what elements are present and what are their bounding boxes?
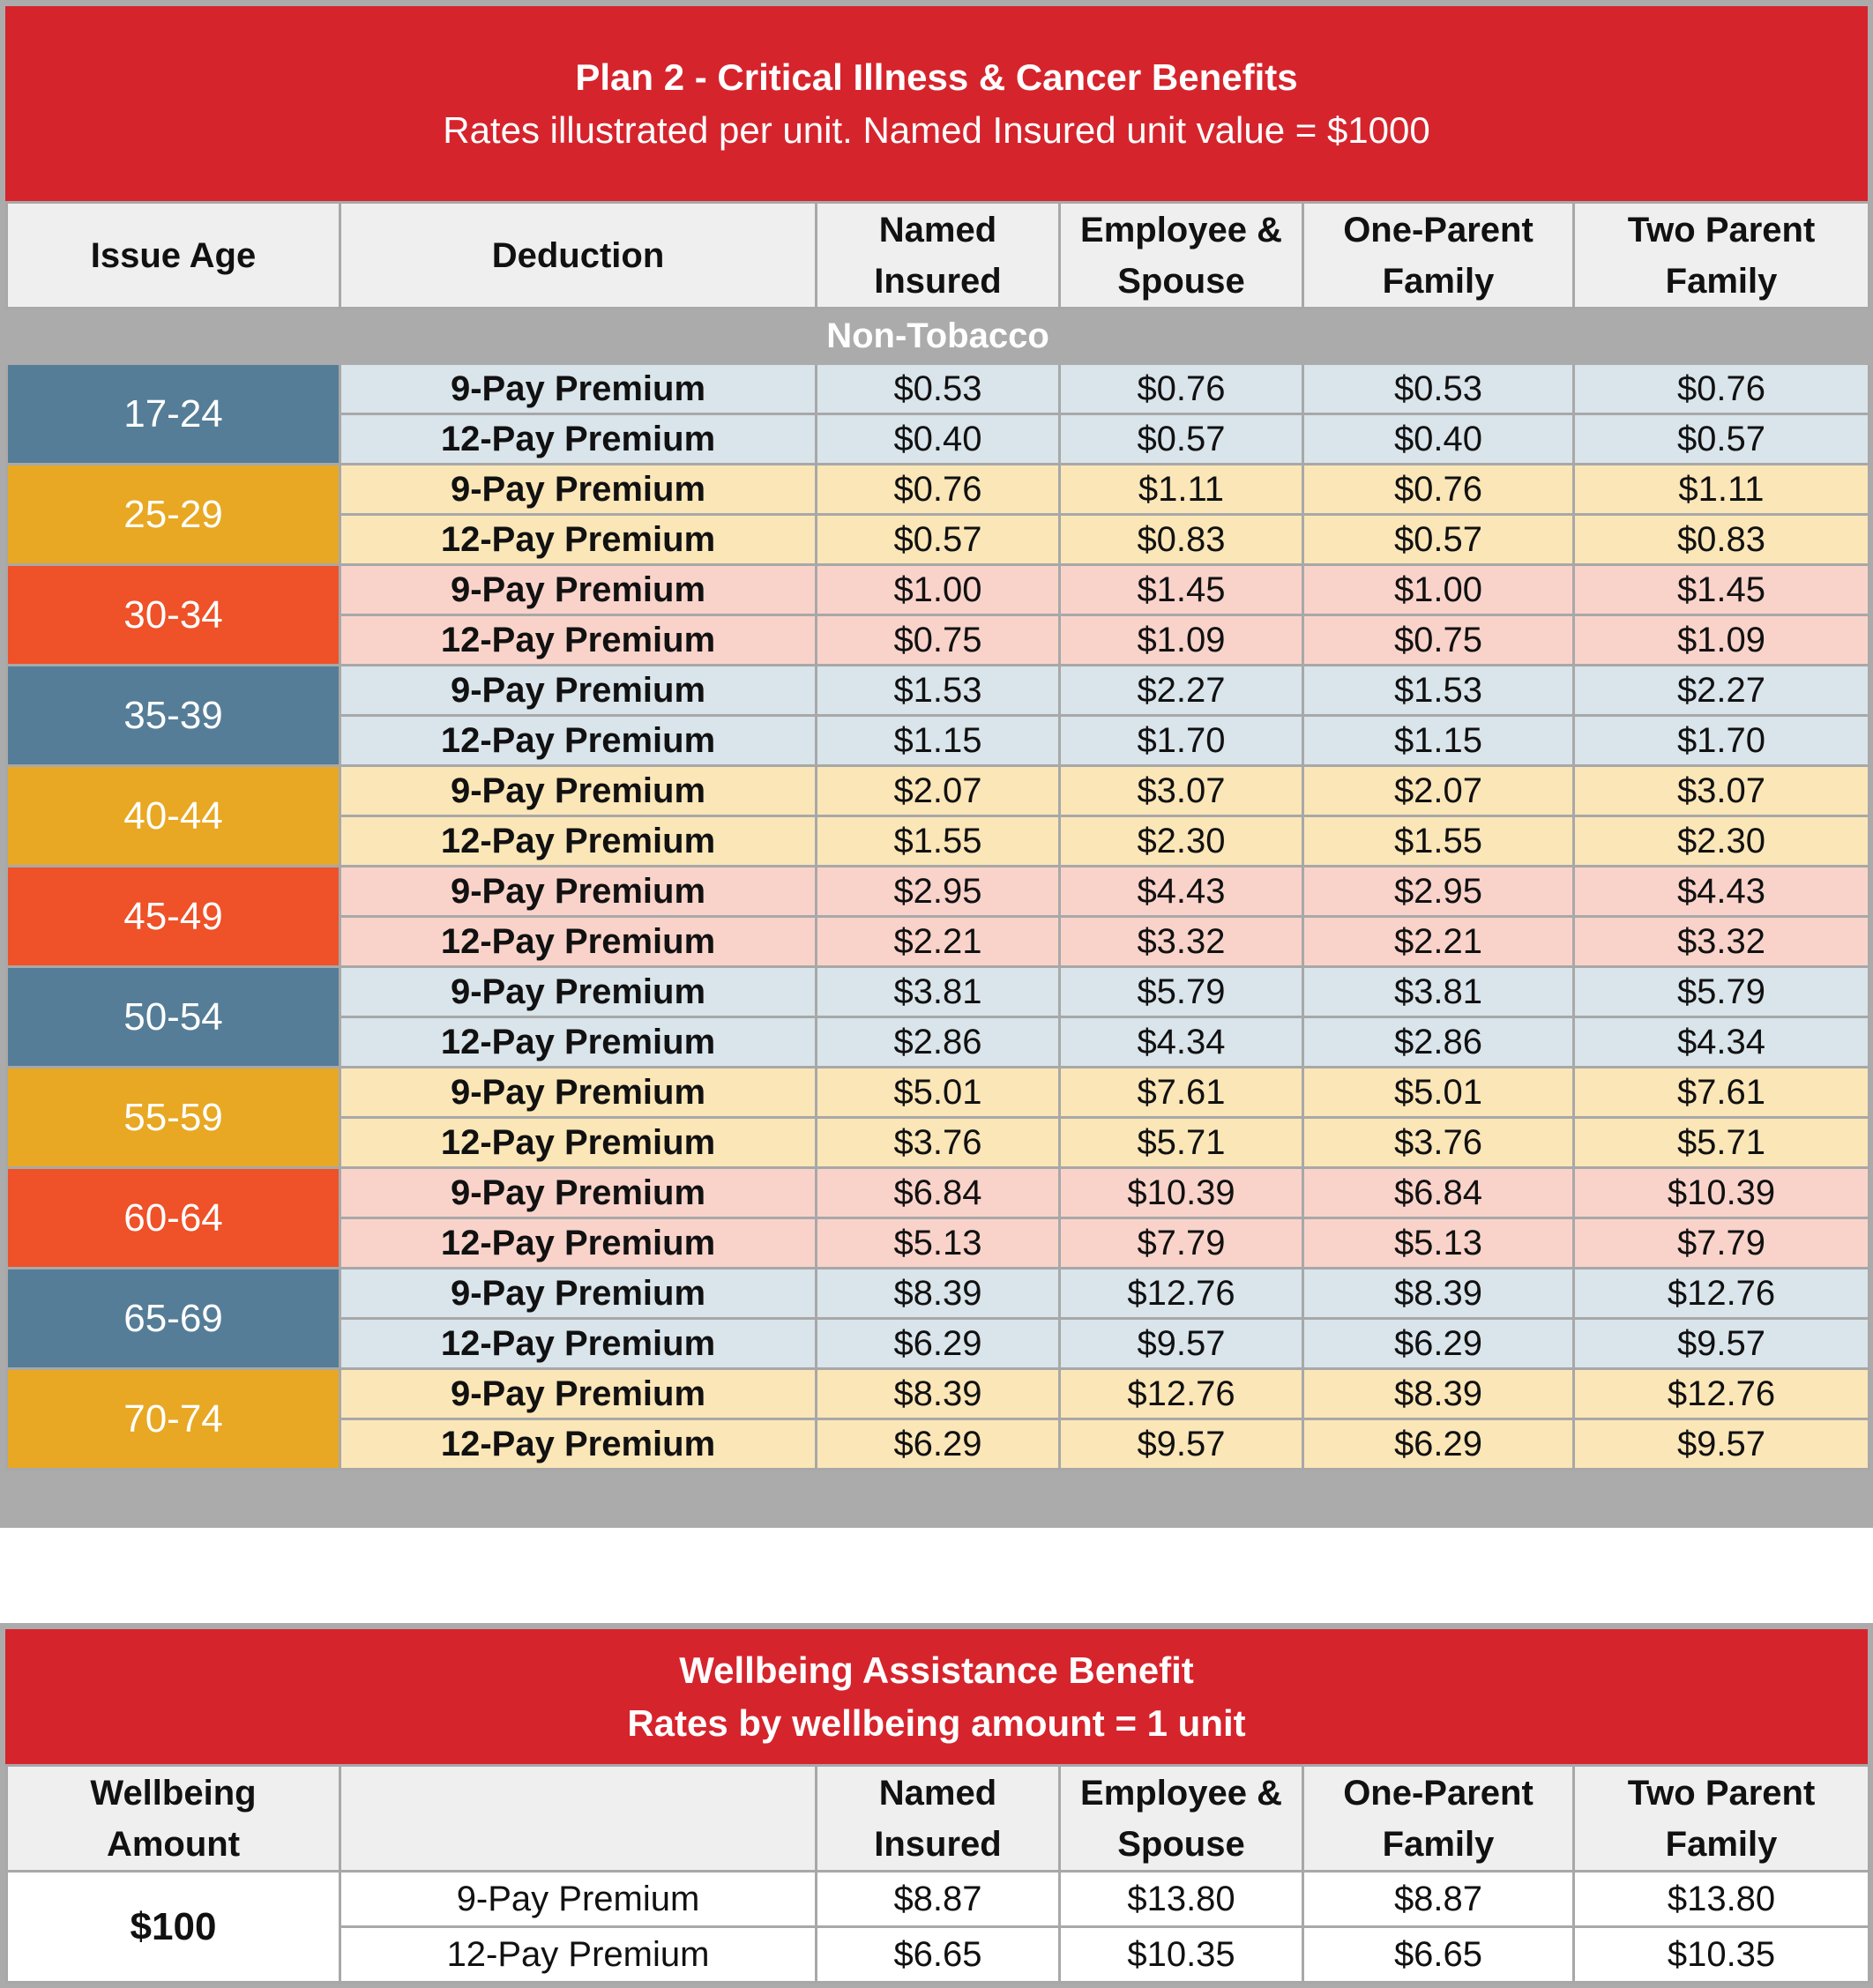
rate-cell: $6.84 xyxy=(1303,1168,1574,1218)
table-row xyxy=(7,867,1869,917)
rate-cell: $0.76 xyxy=(1303,465,1574,515)
rate-cell: $1.70 xyxy=(1574,716,1869,766)
rate-cell: $0.76 xyxy=(1574,364,1869,414)
issue-age-cell: 30-34 xyxy=(7,565,340,666)
table-row xyxy=(7,1872,1869,1927)
deduction-cell: 9-Pay Premium xyxy=(340,666,817,716)
rate-cell: $2.95 xyxy=(1303,867,1574,917)
rate-cell: $8.87 xyxy=(817,1872,1060,1927)
table-row xyxy=(7,1168,1869,1218)
rate-cell: $0.75 xyxy=(1303,615,1574,666)
table-row xyxy=(7,967,1869,1017)
section-label-non-tobacco: Non-Tobacco xyxy=(7,309,1869,364)
rate-cell: $4.34 xyxy=(1574,1017,1869,1068)
rate-cell: $12.76 xyxy=(1060,1269,1303,1319)
rate-cell: $2.21 xyxy=(817,917,1060,967)
issue-age-cell: 65-69 xyxy=(7,1269,340,1369)
rate-cell: $5.71 xyxy=(1574,1118,1869,1168)
deduction-cell: 9-Pay Premium xyxy=(340,967,817,1017)
table-row xyxy=(7,1369,1869,1419)
header-blank xyxy=(340,1766,817,1872)
header-employee-spouse: Employee & Spouse xyxy=(1060,1766,1303,1872)
issue-age-cell: 55-59 xyxy=(7,1068,340,1168)
wellbeing-rate-table xyxy=(0,1623,1873,1988)
rate-cell: $6.29 xyxy=(1303,1419,1574,1470)
rate-cell: $0.76 xyxy=(817,465,1060,515)
issue-age-cell: 25-29 xyxy=(7,465,340,565)
rate-cell: $5.01 xyxy=(817,1068,1060,1118)
issue-age-cell: 35-39 xyxy=(7,666,340,766)
rate-cell: $5.71 xyxy=(1060,1118,1303,1168)
header-one-parent-family: One-Parent Family xyxy=(1303,1766,1574,1872)
issue-age-cell: 70-74 xyxy=(7,1369,340,1470)
deduction-cell: 9-Pay Premium xyxy=(340,1269,817,1319)
issue-age-cell: 17-24 xyxy=(7,364,340,465)
rate-cell: $1.00 xyxy=(1303,565,1574,615)
rate-cell: $10.39 xyxy=(1574,1168,1869,1218)
rate-cell: $7.61 xyxy=(1574,1068,1869,1118)
table-row xyxy=(7,565,1869,615)
deduction-cell: 9-Pay Premium xyxy=(340,1872,817,1927)
rate-cell: $2.95 xyxy=(817,867,1060,917)
wellbeing-table xyxy=(5,1764,1870,1984)
header-issue-age: Issue Age xyxy=(7,203,340,309)
rate-cell: $1.45 xyxy=(1574,565,1869,615)
rate-cell: $0.83 xyxy=(1574,515,1869,565)
rate-cell: $3.32 xyxy=(1060,917,1303,967)
deduction-cell: 12-Pay Premium xyxy=(340,1017,817,1068)
rate-cell: $0.53 xyxy=(1303,364,1574,414)
rate-cell: $5.79 xyxy=(1060,967,1303,1017)
rate-cell: $2.86 xyxy=(1303,1017,1574,1068)
rate-cell: $2.86 xyxy=(817,1017,1060,1068)
rate-cell: $1.55 xyxy=(1303,816,1574,867)
issue-age-cell: 40-44 xyxy=(7,766,340,867)
issue-age-cell: 50-54 xyxy=(7,967,340,1068)
rate-cell: $1.09 xyxy=(1574,615,1869,666)
wellbeing-title: Wellbeing Assistance Benefit xyxy=(679,1649,1194,1691)
rate-cell: $6.65 xyxy=(1303,1927,1574,1983)
rate-cell: $0.40 xyxy=(817,414,1060,465)
deduction-cell: 9-Pay Premium xyxy=(340,364,817,414)
rate-cell: $1.45 xyxy=(1060,565,1303,615)
rate-cell: $9.57 xyxy=(1574,1419,1869,1470)
rate-cell: $2.27 xyxy=(1574,666,1869,716)
plan-banner xyxy=(5,0,1868,201)
wellbeing-amount-cell: $100 xyxy=(7,1872,340,1983)
rate-cell: $1.09 xyxy=(1060,615,1303,666)
rate-cell: $3.32 xyxy=(1574,917,1869,967)
plan-subtitle: Rates illustrated per unit. Named Insured unit value = $1000 xyxy=(443,108,1430,151)
deduction-cell: 12-Pay Premium xyxy=(340,716,817,766)
rate-cell: $8.39 xyxy=(1303,1369,1574,1419)
deduction-cell: 9-Pay Premium xyxy=(340,1369,817,1419)
rate-cell: $4.34 xyxy=(1060,1017,1303,1068)
plan-table xyxy=(5,201,1870,1471)
header-named-insured: Named Insured xyxy=(817,203,1060,309)
rate-cell: $1.55 xyxy=(817,816,1060,867)
deduction-cell: 12-Pay Premium xyxy=(340,1927,817,1983)
rate-cell: $10.35 xyxy=(1060,1927,1303,1983)
deduction-cell: 9-Pay Premium xyxy=(340,766,817,816)
rate-cell: $1.15 xyxy=(817,716,1060,766)
plan-title: Plan 2 - Critical Illness & Cancer Benefits xyxy=(575,56,1298,98)
rate-cell: $3.76 xyxy=(817,1118,1060,1168)
deduction-cell: 9-Pay Premium xyxy=(340,1168,817,1218)
deduction-cell: 9-Pay Premium xyxy=(340,465,817,515)
rate-cell: $13.80 xyxy=(1574,1872,1869,1927)
rate-cell: $8.39 xyxy=(817,1269,1060,1319)
rate-cell: $2.07 xyxy=(1303,766,1574,816)
rate-cell: $2.21 xyxy=(1303,917,1574,967)
deduction-cell: 12-Pay Premium xyxy=(340,1419,817,1470)
rate-cell: $5.13 xyxy=(817,1218,1060,1269)
rate-cell: $12.76 xyxy=(1060,1369,1303,1419)
rate-cell: $0.57 xyxy=(1060,414,1303,465)
rate-cell: $10.39 xyxy=(1060,1168,1303,1218)
deduction-cell: 9-Pay Premium xyxy=(340,867,817,917)
rate-cell: $3.81 xyxy=(817,967,1060,1017)
rate-cell: $1.70 xyxy=(1060,716,1303,766)
deduction-cell: 12-Pay Premium xyxy=(340,917,817,967)
issue-age-cell: 60-64 xyxy=(7,1168,340,1269)
table-row xyxy=(7,364,1869,414)
rate-cell: $9.57 xyxy=(1060,1419,1303,1470)
table-row xyxy=(7,1269,1869,1319)
issue-age-cell: 45-49 xyxy=(7,867,340,967)
rate-cell: $3.76 xyxy=(1303,1118,1574,1168)
rate-cell: $5.79 xyxy=(1574,967,1869,1017)
header-employee-spouse: Employee & Spouse xyxy=(1060,203,1303,309)
deduction-cell: 12-Pay Premium xyxy=(340,816,817,867)
deduction-cell: 12-Pay Premium xyxy=(340,414,817,465)
rate-cell: $9.57 xyxy=(1574,1319,1869,1369)
rate-cell: $1.53 xyxy=(817,666,1060,716)
header-two-parent-family: Two Parent Family xyxy=(1574,203,1869,309)
wellbeing-banner xyxy=(5,1623,1868,1764)
rate-cell: $8.39 xyxy=(817,1369,1060,1419)
rate-cell: $7.61 xyxy=(1060,1068,1303,1118)
rate-cell: $0.53 xyxy=(817,364,1060,414)
rate-cell: $13.80 xyxy=(1060,1872,1303,1927)
rate-cell: $0.57 xyxy=(1303,515,1574,565)
rate-cell: $2.30 xyxy=(1060,816,1303,867)
rate-cell: $4.43 xyxy=(1060,867,1303,917)
rate-cell: $0.40 xyxy=(1303,414,1574,465)
header-two-parent-family: Two Parent Family xyxy=(1574,1766,1869,1872)
rate-cell: $12.76 xyxy=(1574,1369,1869,1419)
rate-cell: $6.84 xyxy=(817,1168,1060,1218)
header-wellbeing-amount: Wellbeing Amount xyxy=(7,1766,340,1872)
rate-cell: $12.76 xyxy=(1574,1269,1869,1319)
rate-cell: $3.07 xyxy=(1060,766,1303,816)
deduction-cell: 9-Pay Premium xyxy=(340,565,817,615)
rate-cell: $8.39 xyxy=(1303,1269,1574,1319)
rate-cell: $0.57 xyxy=(1574,414,1869,465)
rate-cell: $1.00 xyxy=(817,565,1060,615)
deduction-cell: 12-Pay Premium xyxy=(340,1118,817,1168)
rate-cell: $8.87 xyxy=(1303,1872,1574,1927)
rate-cell: $7.79 xyxy=(1574,1218,1869,1269)
table-row xyxy=(7,666,1869,716)
rate-cell: $6.29 xyxy=(1303,1319,1574,1369)
deduction-cell: 12-Pay Premium xyxy=(340,1319,817,1369)
rate-cell: $0.76 xyxy=(1060,364,1303,414)
rate-cell: $1.11 xyxy=(1574,465,1869,515)
plan-header-row xyxy=(7,203,1869,309)
deduction-cell: 12-Pay Premium xyxy=(340,615,817,666)
rate-cell: $1.11 xyxy=(1060,465,1303,515)
rate-cell: $0.83 xyxy=(1060,515,1303,565)
rate-cell: $4.43 xyxy=(1574,867,1869,917)
rate-cell: $0.75 xyxy=(817,615,1060,666)
header-one-parent-family: One-Parent Family xyxy=(1303,203,1574,309)
rate-cell: $3.07 xyxy=(1574,766,1869,816)
rate-cell: $6.29 xyxy=(817,1419,1060,1470)
rate-cell: $2.27 xyxy=(1060,666,1303,716)
rate-cell: $6.29 xyxy=(817,1319,1060,1369)
deduction-cell: 12-Pay Premium xyxy=(340,515,817,565)
wellbeing-subtitle: Rates by wellbeing amount = 1 unit xyxy=(627,1701,1246,1744)
rate-cell: $5.13 xyxy=(1303,1218,1574,1269)
rate-cell: $0.57 xyxy=(817,515,1060,565)
rate-cell: $9.57 xyxy=(1060,1319,1303,1369)
rate-cell: $10.35 xyxy=(1574,1927,1869,1983)
header-named-insured: Named Insured xyxy=(817,1766,1060,1872)
table-row xyxy=(7,465,1869,515)
header-deduction: Deduction xyxy=(340,203,817,309)
deduction-cell: 9-Pay Premium xyxy=(340,1068,817,1118)
rate-cell: $2.30 xyxy=(1574,816,1869,867)
deduction-cell: 12-Pay Premium xyxy=(340,1218,817,1269)
rate-cell: $7.79 xyxy=(1060,1218,1303,1269)
table-row xyxy=(7,766,1869,816)
rate-cell: $1.15 xyxy=(1303,716,1574,766)
rate-cell: $3.81 xyxy=(1303,967,1574,1017)
section-row xyxy=(7,309,1869,364)
wellbeing-header-row xyxy=(7,1766,1869,1872)
table-row xyxy=(7,1068,1869,1118)
rate-cell: $6.65 xyxy=(817,1927,1060,1983)
rate-cell: $1.53 xyxy=(1303,666,1574,716)
rate-cell: $5.01 xyxy=(1303,1068,1574,1118)
rate-cell: $2.07 xyxy=(817,766,1060,816)
